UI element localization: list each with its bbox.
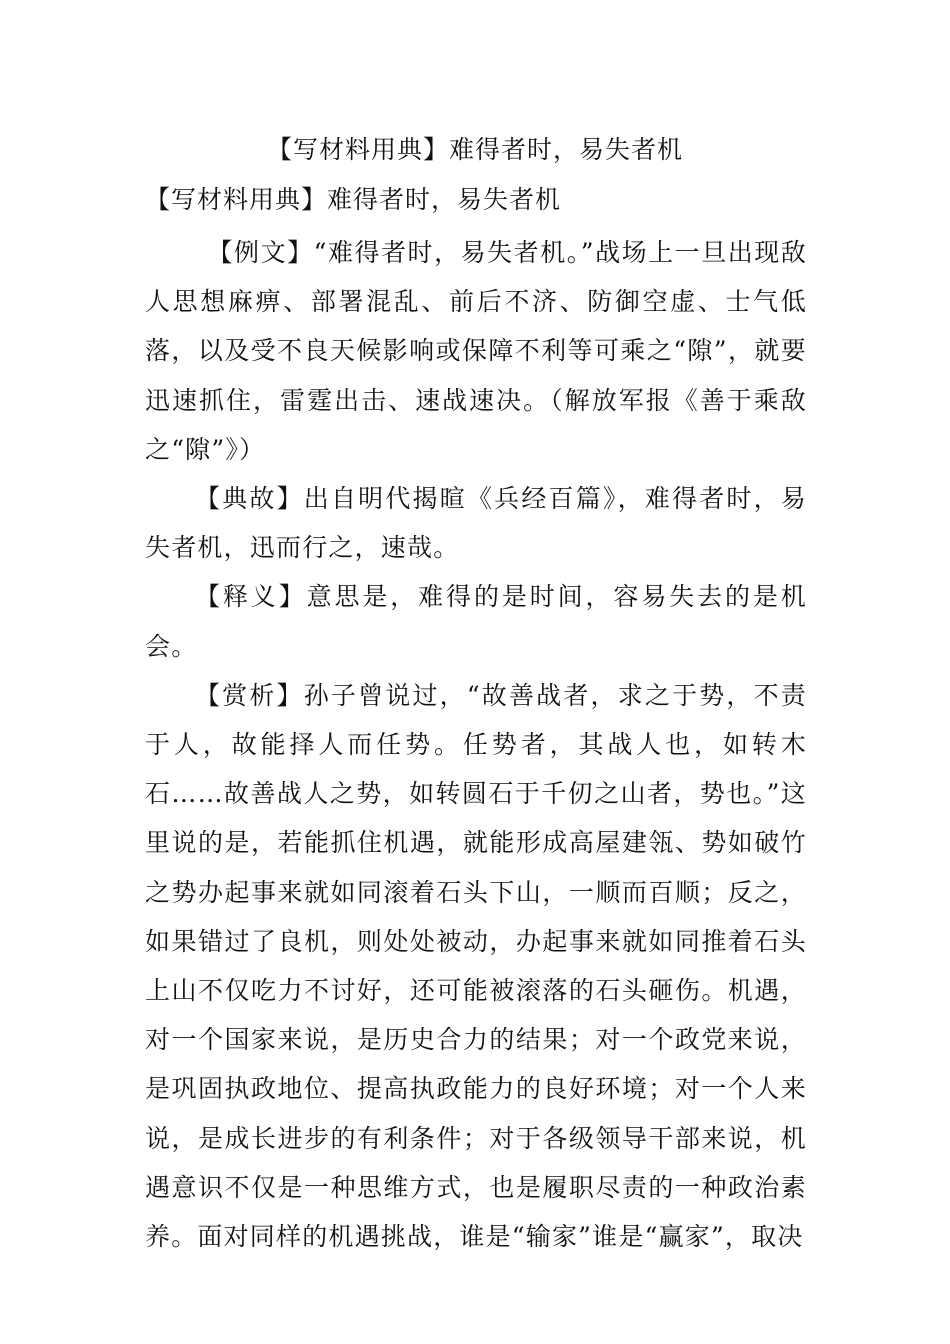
paragraph-example: 【例文】“难得者时，易失者机。”战场上一旦出现敌人思想麻痹、部署混乱、前后不济、防御空虚、士气低落，以及受不良天候影响或保障不利等可乘之“隙”，就要迅速抓住，雷霆出击、速战速决。（解放军报《善于乘敌之“隙”》）	[145, 238, 807, 464]
paragraph-meaning: 【释义】意思是，难得的是时间，容易失去的是机会。	[145, 582, 807, 661]
paragraph-allusion: 【典故】出自明代揭暄《兵经百篇》，难得者时，易失者机，迅而行之，速哉。	[145, 484, 807, 563]
document-body	[145, 228, 807, 1261]
paragraph-analysis: 【赏析】孙子曾说过，“故善战者，求之于势，不责于人，故能择人而任势。任势者，其战人也，如转木石……故善战人之势，如转圆石于千仞之山者，势也。”这里说的是，若能抓住机遇，就能形成高屋建瓴、势如破竹之势办起事来就如同滚着石头下山，一顺而百顺；反之，如果错过了良机，则处处被动，办起事来就如同推着石头上山不仅吃力不讨好，还可能被滚落的石头砸伤。机遇，对一个国家来说，是历史合力的结果；对一个政党来说，是巩固执政地位、提高执政能力的良好环境；对一个人来说，是成长进步的有利条件；对于各级领导干部来说，机遇意识不仅是一种思维方式，也是履职尽责的一种政治素养。面对同样的机遇挑战，谁是“输家”谁是“赢家”，取决	[145, 680, 807, 1252]
document-subtitle: 【写材料用典】难得者时，易失者机	[145, 185, 562, 214]
document-title: 【写材料用典】难得者时，易失者机	[266, 135, 683, 164]
